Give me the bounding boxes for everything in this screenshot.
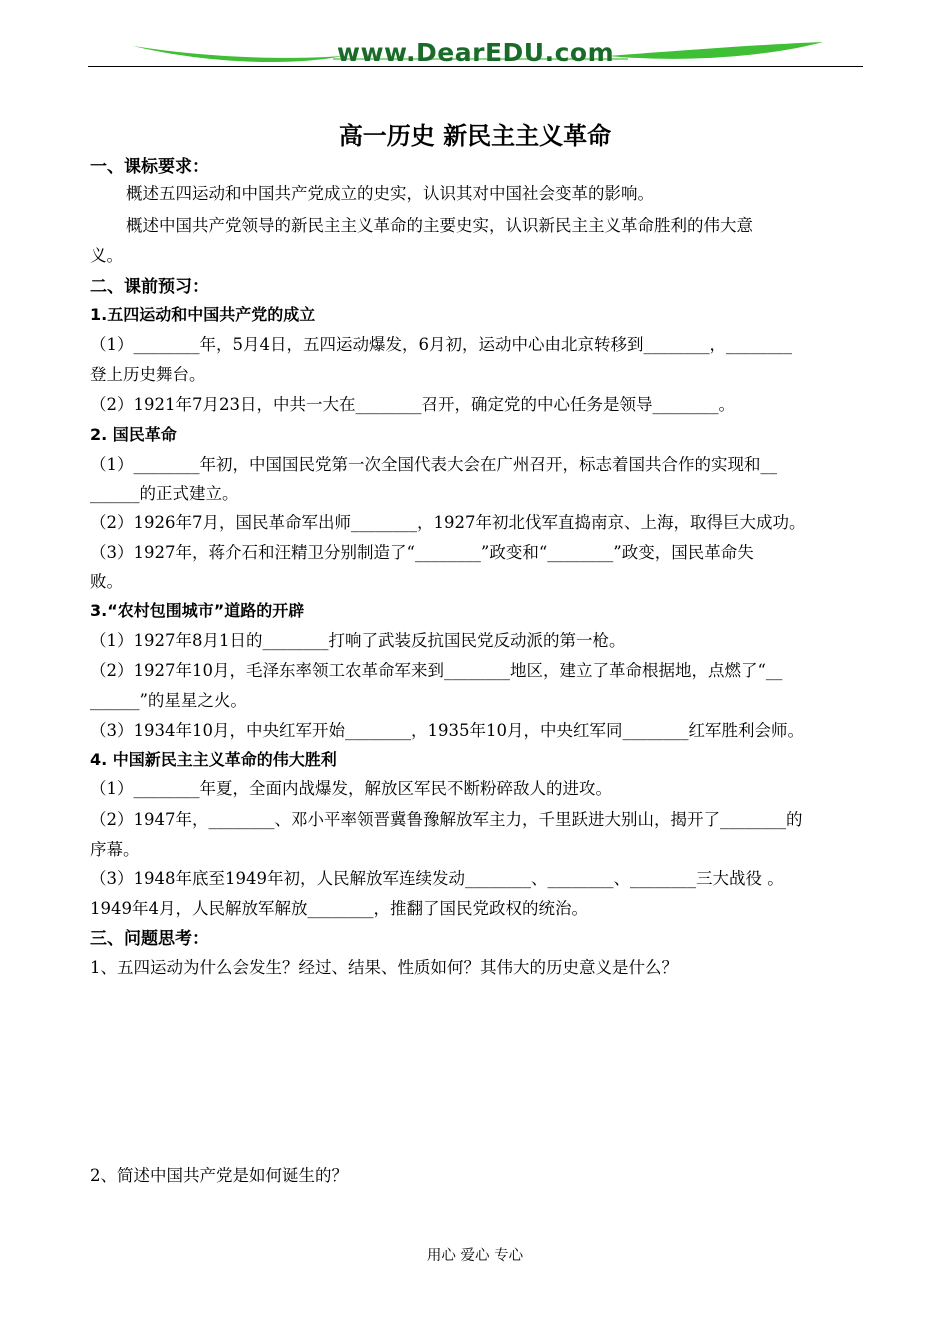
exercise-line: ______”的星星之火。 [90,691,247,710]
exercise-line: 登上历史舞台。 [90,365,206,384]
question-line: 2、简述中国共产党是如何诞生的？ [90,1166,348,1185]
exercise-line: 1949年4月，人民解放军解放________，推翻了国民党政权的统治。 [90,899,588,918]
paragraph-line: 概述中国共产党领导的新民主主义革命的主要史实，认识新民主主义革命胜利的伟大意 [126,216,753,235]
subsection-heading: 2. 国民革命 [90,425,177,444]
exercise-line: （2）1921年7月23日，中共一大在________召开，确定党的中心任务是领导________。 [90,395,735,414]
exercise-line: （2）1947年，________、邓小平率领晋冀鲁豫解放军主力，千里跃进大别山，揭开了________的 [90,810,803,829]
section-heading-3: 三、问题思考： [90,929,209,949]
exercise-line: 败。 [90,572,123,591]
exercise-line: （3）1927年，蒋介石和汪精卫分别制造了“________”政变和“________”政变，国民革命失 [90,543,754,562]
site-banner [88,36,863,70]
subsection-heading: 3.“农村包围城市”道路的开辟 [90,601,305,620]
header-rule [88,66,863,67]
exercise-line: （1）________年，5月4日，五四运动爆发，6月初，运动中心由北京转移到________，________ [90,335,792,354]
subsection-heading: 4. 中国新民主主义革命的伟大胜利 [90,750,337,769]
subsection-heading: 1.五四运动和中国共产党的成立 [90,305,316,324]
exercise-line: 序幕。 [90,840,140,859]
page-footer: 用心 爱心 专心 [426,1248,524,1264]
exercise-line: ______的正式建立。 [90,484,239,503]
exercise-line: （3）1948年底至1949年初，人民解放军连续发动________、________、________三大战役 。 [90,869,784,888]
paragraph-line: 概述五四运动和中国共产党成立的史实，认识其对中国社会变革的影响。 [126,184,654,203]
paragraph-line: 义。 [90,246,123,265]
page-title: 高一历史 新民主主义革命 [338,122,612,150]
exercise-line: （1）________年初，中国国民党第一次全国代表大会在广州召开，标志着国共合作的实现和__ [90,455,777,474]
exercise-line: （1）________年夏，全面内战爆发，解放区军民不断粉碎敌人的进攻。 [90,779,612,798]
section-heading-1: 一、课标要求： [90,157,209,177]
exercise-line: （3）1934年10月，中央红军开始________，1935年10月，中央红军同________红军胜利会师。 [90,721,804,740]
question-line: 1、五四运动为什么会发生？经过、结果、性质如何？其伟大的历史意义是什么？ [90,958,678,977]
site-logo-text: www.DearEDU.com [336,38,615,67]
exercise-line: （1）1927年8月1日的________打响了武装反抗国民党反动派的第一枪。 [90,631,626,650]
exercise-line: （2）1926年7月，国民革命军出师________，1927年初北伐军直捣南京、上海，取得巨大成功。 [90,513,806,532]
section-heading-2: 二、课前预习： [90,277,209,297]
exercise-line: （2）1927年10月，毛泽东率领工农革命军来到________地区，建立了革命根据地，点燃了“__ [90,661,783,680]
